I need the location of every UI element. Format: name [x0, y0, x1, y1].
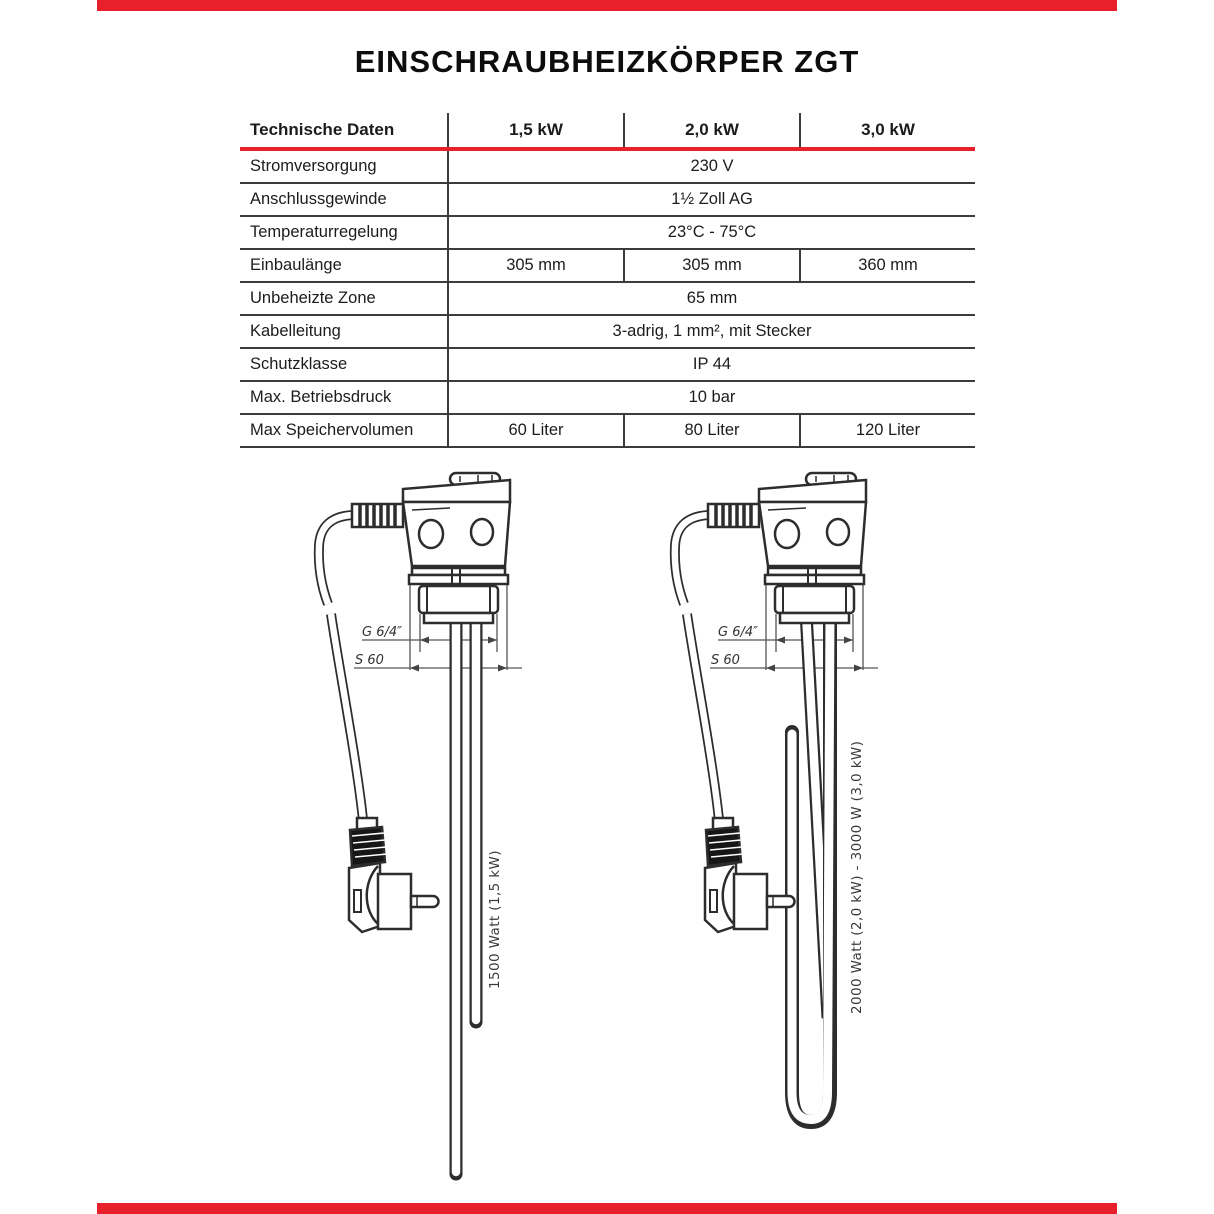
thread-collar [780, 613, 849, 623]
row-value-3: 120 Liter [799, 415, 975, 446]
table-header-col-2: 2,0 kW [623, 113, 799, 147]
row-value: 65 mm [447, 283, 975, 314]
head-cap [759, 480, 866, 502]
drawing-heater-2-3kw [656, 462, 926, 1134]
table-row [240, 217, 975, 250]
wattage-caption-1-5kw: 1500 Watt (1,5 kW) [487, 850, 503, 989]
plug-pin [767, 896, 795, 907]
table-row [240, 151, 975, 184]
row-value: IP 44 [447, 349, 975, 380]
row-value-2: 305 mm [623, 250, 799, 281]
drawing-heater-1-5kw [300, 462, 570, 1188]
table-header-col-3: 3,0 kW [799, 113, 975, 147]
table-row [240, 184, 975, 217]
row-label: Anschlussgewinde [250, 190, 387, 208]
row-value: 10 bar [447, 382, 975, 413]
head-cap [403, 480, 510, 502]
thread-dimension-label: G 6/4″ [362, 625, 402, 640]
schuko-plug [349, 818, 439, 932]
plug-face [734, 874, 767, 929]
wattage-caption-2-3kw: 2000 Watt (2,0 kW) - 3000 W (3,0 kW) [849, 740, 865, 1014]
row-label: Temperaturregelung [250, 223, 398, 241]
technical-data-table [240, 113, 975, 448]
plug-face [378, 874, 411, 929]
wrench-dimension-label: S 60 [711, 653, 740, 668]
table-row [240, 250, 975, 283]
thread-dimension-label: G 6/4″ [718, 625, 758, 640]
schuko-plug [705, 818, 795, 932]
bottom-red-bar [97, 1203, 1117, 1214]
row-value-1: 60 Liter [447, 415, 623, 446]
table-header-label: Technische Daten [250, 120, 395, 139]
heater-head [708, 473, 866, 623]
row-label: Unbeheizte Zone [250, 289, 376, 307]
row-value: 23°C - 75°C [447, 217, 975, 248]
hex-nut [419, 586, 498, 613]
table-row [240, 349, 975, 382]
table-row [240, 283, 975, 316]
plug-pin [411, 896, 439, 907]
head-vent-hole [419, 520, 443, 548]
table-header-row [240, 113, 975, 147]
row-label: Max. Betriebsdruck [250, 388, 392, 406]
row-value-2: 80 Liter [623, 415, 799, 446]
thread-collar [424, 613, 493, 623]
row-label: Stromversorgung [250, 157, 377, 175]
row-value-3: 360 mm [799, 250, 975, 281]
top-red-bar [97, 0, 1117, 11]
table-row [240, 316, 975, 349]
row-label: Kabelleitung [250, 322, 341, 340]
row-value-1: 305 mm [447, 250, 623, 281]
head-vent-hole [775, 520, 799, 548]
flange-lower [765, 575, 864, 584]
head-vent-hole [471, 519, 493, 545]
row-value: 230 V [447, 151, 975, 182]
row-label: Max Speichervolumen [250, 421, 414, 439]
table-row [240, 382, 975, 415]
heater-head [352, 473, 510, 623]
head-vent-hole [827, 519, 849, 545]
row-label: Einbaulänge [250, 256, 342, 274]
table-header-col-1: 1,5 kW [447, 113, 623, 147]
hex-nut [775, 586, 854, 613]
table-row [240, 415, 975, 448]
page-title: EINSCHRAUBHEIZKÖRPER ZGT [354, 44, 860, 79]
row-label: Schutzklasse [250, 355, 348, 373]
row-value: 3-adrig, 1 mm², mit Stecker [447, 316, 975, 347]
wrench-dimension-label: S 60 [355, 653, 384, 668]
flange-lower [409, 575, 508, 584]
row-value: 1½ Zoll AG [447, 184, 975, 215]
